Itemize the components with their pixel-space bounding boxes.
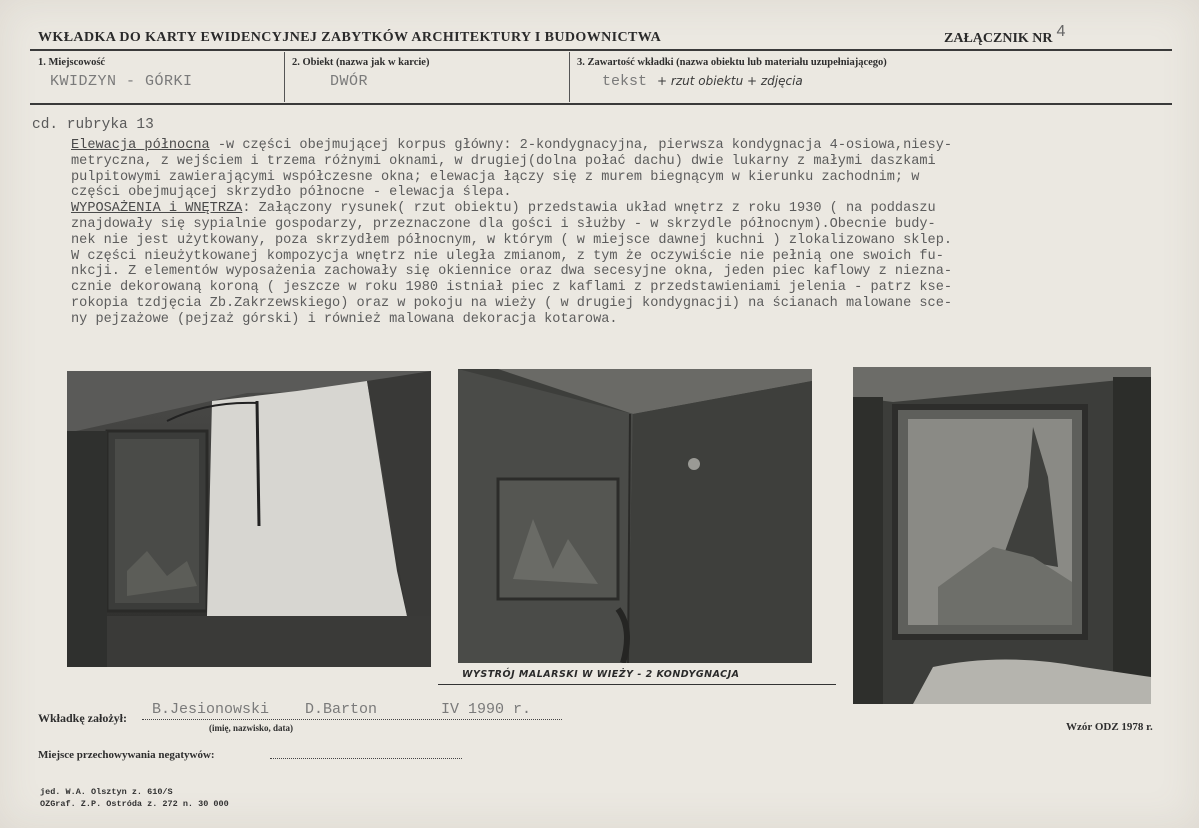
photo-tower-room-2 — [458, 369, 812, 663]
negatives-line — [270, 758, 462, 759]
locality-value: KWIDZYN - GÓRKI — [50, 73, 193, 90]
locality-label: 1. Miejscowość — [38, 57, 106, 68]
content-label: 3. Zawartość wkładki (nazwa obiektu lub materiału uzupełniającego) — [577, 57, 887, 68]
object-value: DWÓR — [330, 73, 369, 90]
content-value — [602, 72, 803, 90]
model-label: Wzór ODZ 1978 r. — [1066, 721, 1153, 733]
photo-caption: WYSTRÓJ MALARSKI W WIEŻY - 2 KONDYGNACJA — [462, 669, 740, 680]
annex-label — [944, 23, 1066, 47]
text-line: metryczna, z wejściem i trzema różnymi oknami, w drugiej(dolna połać dachu) dwie lukarny z małymi daszkami — [71, 153, 936, 169]
field-divider — [284, 52, 285, 102]
text-line: nkcji. Z elementów wyposażenia zachowały się okiennice oraz dwa secesyjne okna, jeden piec kaflowy z niezna- — [71, 264, 953, 280]
content-typed: tekst — [602, 73, 648, 90]
text-line: rokopia tzdjęcia Zb.Zakrzewskiego) oraz w pokoju na wieży ( w drugiej kondygnacji) na ścianach malowane sce- — [71, 295, 953, 311]
photo-tower-room-3 — [853, 367, 1151, 704]
made-by-label: Wkładkę założył: — [38, 711, 127, 725]
text-line: części obejmującej skrzydło północne - elewacja ślepa. — [71, 185, 512, 201]
annex-number: 4 — [1056, 23, 1066, 40]
description-text — [71, 138, 1161, 328]
header-rule — [30, 49, 1172, 51]
caption-underline — [438, 684, 836, 685]
negatives-label: Miejsce przechowywania negatywów: — [38, 749, 215, 761]
section-subheading: cd. rubryka 13 — [32, 117, 154, 133]
annex-label-text: ZAŁĄCZNIK NR — [944, 31, 1053, 46]
field-divider — [569, 52, 570, 102]
text-line: W części nieużytkowanej kompozycja wnętrz nie uległa zmianom, z tym że oczywiście nie pełnią one swoich fu- — [71, 248, 944, 264]
text-line: nek nie jest użytkowany, poza skrzydłem północnym, w którym ( w miejsce dawnej kuchni ) zlokalizowano sklep. — [71, 232, 953, 248]
text-line: ny pejzażowe (pejzaż górski) i również malowana dekoracja kotarowa. — [71, 311, 618, 327]
heading-north-elevation: Elewacja północna — [71, 138, 210, 153]
signature-line — [142, 719, 562, 720]
imprint-line-1: jed. W.A. Olsztyn z. 610/S — [40, 787, 173, 797]
heading-interiors: WYPOSAŻENIA i WNĘTRZA — [71, 201, 243, 217]
text-line: cznie dekorowaną koroną ( jeszcze w roku 1980 istniał piec z kaflami z przedstawieniami jelenia - patrz kse- — [71, 280, 953, 296]
made-by-value: B.Jesionowski D.Barton — [152, 701, 378, 718]
content-handwritten: + rzut obiektu + zdjęcia — [657, 74, 803, 88]
text-line: znajdowały się sypialnie gospodarzy, przeznaczone dla gości i służby - w skrzydle północnym).Obecnie budy- — [71, 216, 936, 232]
imprint-line-2: OZGraf. Z.P. Ostróda z. 272 n. 30 000 — [40, 799, 229, 809]
text-line: : Załączony rysunek( rzut obiektu) przedstawia układ wnętrz z roku 1930 ( na poddaszu — [242, 201, 936, 217]
text-line: pulpitowymi zawierającymi współczesne okna; elewacja łączy się z murem biegnącym w kierunku zachodnim; w — [71, 169, 920, 185]
object-label: 2. Obiekt (nazwa jak w karcie) — [292, 57, 430, 68]
fields-rule — [30, 103, 1172, 105]
made-by-hint: (imię, nazwisko, data) — [209, 723, 293, 733]
made-by-date: IV 1990 r. — [441, 701, 532, 718]
card-title: WKŁADKA DO KARTY EWIDENCYJNEJ ZABYTKÓW ARCHITEKTURY I BUDOWNICTWA — [38, 30, 662, 45]
text-line: -w części obejmującej korpus główny: 2-kondygnacyjna, pierwsza kondygnacja 4-osiowa,niesy- — [209, 138, 953, 153]
photo-tower-room-1 — [67, 371, 431, 667]
